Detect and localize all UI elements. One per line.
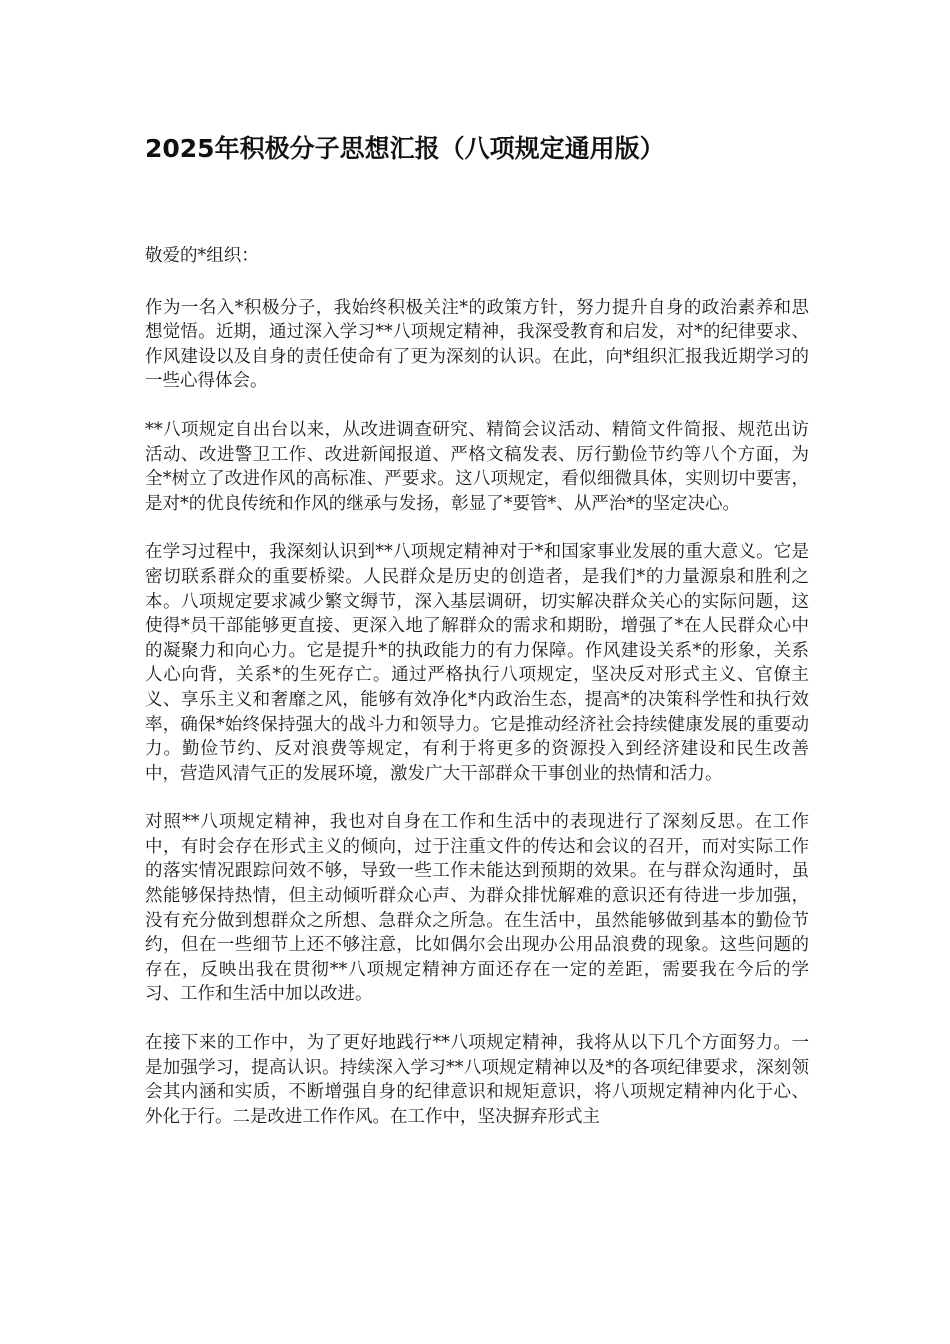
- paragraph-intro: 作为一名入*积极分子，我始终积极关注*的政策方针，努力提升自身的政治素养和思想觉悟。近期，通过深入学习**八项规定精神，我深受教育和启发，对*的纪律要求、作风建设以及自身的责任使命有了更为深刻的认识。在此，向*组织汇报我近期学习的一些心得体会。: [145, 297, 809, 392]
- document-body: [145, 244, 809, 1153]
- paragraph-eight-rules-overview: **八项规定自出台以来，从改进调查研究、精简会议活动、精简文件简报、规范出访活动、改进警卫工作、改进新闻报道、严格文稿发表、厉行勤俭节约等八个方面，为全*树立了改进作风的高标准、严要求。这八项规定，看似细微具体，实则切中要害，是对*的优良传统和作风的继承与发扬，彰显了*要管*、从严治*的坚定决心。: [145, 419, 809, 514]
- salutation: 敬爱的*组织：: [145, 246, 259, 266]
- paragraph-self-reflection: 对照**八项规定精神，我也对自身在工作和生活中的表现进行了深刻反思。在工作中，有时会存在形式主义的倾向，过于注重文件的传达和会议的召开，而对实际工作的落实情况跟踪问效不够，导致一些工作未能达到预期的效果。在与群众沟通时，虽然能够保持热情，但主动倾听群众心声、为群众排忧解难的意识还有待进一步加强，没有充分做到想群众之所想、急群众之所急。在生活中，虽然能够做到基本的勤俭节约，但在一些细节上还不够注意，比如偶尔会出现办公用品浪费的现象。这些问题的存在，反映出我在贯彻**八项规定精神方面还存在一定的差距，需要我在今后的学习、工作和生活中加以改进。: [145, 812, 809, 1005]
- document-title: 2025年积极分子思想汇报（八项规定通用版）: [145, 134, 665, 163]
- paragraph-significance: 在学习过程中，我深刻认识到**八项规定精神对于*和国家事业发展的重大意义。它是密切联系群众的重要桥梁。人民群众是历史的创造者，是我们*的力量源泉和胜利之本。八项规定要求减少繁文缛节，深入基层调研，切实解决群众关心的实际问题，这使得*员干部能够更直接、更深入地了解群众的需求和期盼，增强了*在人民群众心中的凝聚力和向心力。它是提升*的执政能力的有力保障。作风建设关系*的形象，关系人心向背，关系*的生死存亡。通过严格执行八项规定，坚决反对形式主义、官僚主义、享乐主义和奢靡之风，能够有效净化*内政治生态，提高*的决策科学性和执行效率，确保*始终保持强大的战斗力和领导力。它是推动经济社会持续健康发展的重要动力。勤俭节约、反对浪费等规定，有利于将更多的资源投入到经济建设和民生改善中，营造风清气正的发展环境，激发广大干部群众干事创业的热情和活力。: [145, 542, 809, 784]
- paragraph-future-plans: 在接下来的工作中，为了更好地践行**八项规定精神，我将从以下几个方面努力。一是加强学习，提高认识。持续深入学习**八项规定精神以及*的各项纪律要求，深刻领会其内涵和实质，不断增强自身的纪律意识和规矩意识，将八项规定精神内化于心、外化于行。二是改进工作作风。在工作中，坚决摒弃形式主: [145, 1033, 809, 1127]
